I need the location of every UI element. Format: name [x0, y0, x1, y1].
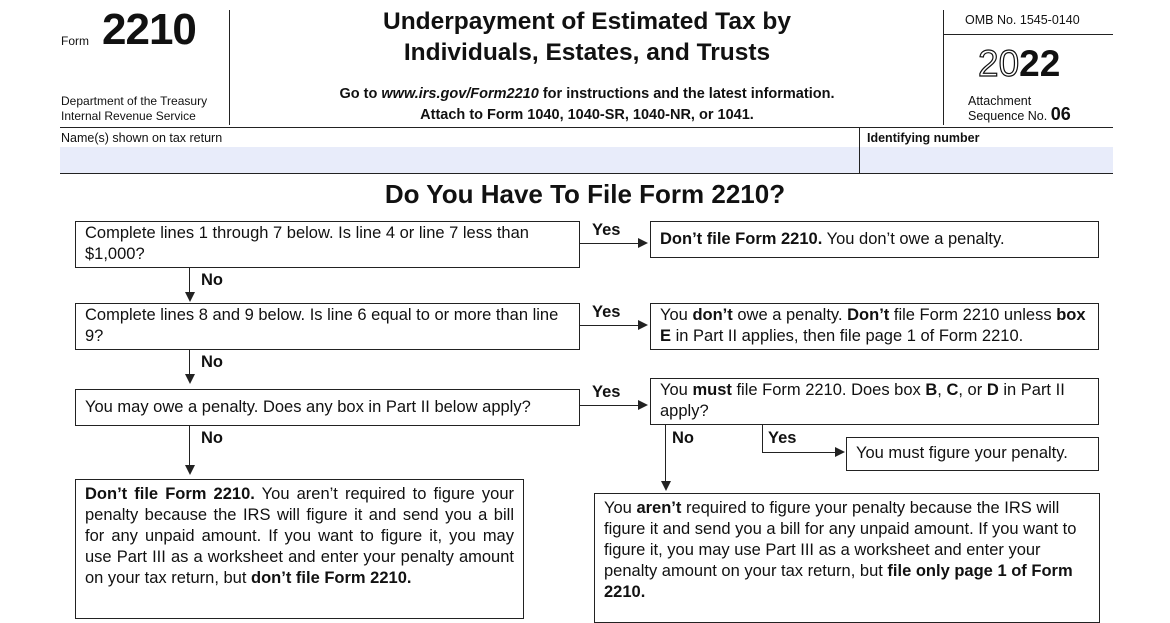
no-file-text: You aren’t required to figure your penalty because the IRS will figure it and send you a bill for any unpaid amount. If you want to figure it, you may use Part III as a worksheet and enter your penalty amount on your tax return, but — [85, 485, 514, 587]
goto-prefix: Go to — [339, 86, 382, 102]
result-3-box — [650, 378, 1099, 425]
file-page-1-text-c: required to figure your penalty because the IRS will figure it and send you a bill for any unpaid amount. If you want to figure it, you may use Part III as a worksheet and enter your penalty amount on your tax return, but — [604, 499, 1077, 580]
instructions-line — [231, 86, 943, 102]
id-field[interactable] — [860, 147, 1113, 173]
result-3-bold-h: D — [986, 381, 999, 399]
sequence-line — [968, 104, 1071, 125]
department-name: Department of the Treasury — [61, 94, 208, 108]
result-2-text-e: file Form 2210 unless — [889, 306, 1057, 324]
id-label: Identifying number — [867, 131, 980, 145]
omb-number: OMB No. 1545-0140 — [965, 13, 1080, 27]
sequence-label: Sequence No. — [968, 109, 1048, 123]
result-2-bold-d: Don’t — [847, 306, 890, 324]
question-1-box — [75, 221, 580, 268]
file-page-1-box — [594, 493, 1100, 623]
no-file-bold-end: don’t file Form 2210. — [251, 569, 412, 587]
q2-yes-line — [580, 325, 640, 326]
question-2-box — [75, 303, 580, 350]
form-title — [231, 6, 943, 68]
result-2-text-a: You — [660, 306, 693, 324]
header-divider-right — [943, 10, 944, 125]
sequence-number: 06 — [1050, 104, 1071, 124]
result-2-text-g: in Part II applies, then file page 1 of Form 2210. — [671, 327, 1024, 345]
result-1-bold: Don’t file Form 2210. — [660, 230, 823, 248]
r3-yes-line-down — [762, 425, 763, 453]
attach-line: Attach to Form 1040, 1040-SR, 1040-NR, or 1041. — [420, 107, 754, 123]
attachment-label: Attachment — [968, 94, 1032, 108]
q2-no-line — [189, 350, 190, 375]
result-3-text-i: in Part II apply? — [660, 381, 1065, 420]
question-1-text: Complete lines 1 through 7 below. Is line 4 or line 7 less than $1,000? — [85, 224, 529, 263]
r3-yes-line-across — [762, 452, 836, 453]
q1-yes-line — [580, 243, 640, 244]
r3-no-arrow — [661, 481, 671, 491]
result-3-text-g: , or — [958, 381, 987, 399]
r3-yes-arrow — [835, 447, 845, 457]
tax-year-prefix: 20 — [978, 43, 1020, 84]
q2-yes-arrow — [638, 320, 648, 330]
result-3-text-c: file Form 2210. Does box — [731, 381, 926, 399]
result-1-text: You don’t owe a penalty. — [822, 230, 1005, 248]
question-2-text: Complete lines 8 and 9 below. Is line 6 equal to or more than line 9? — [85, 306, 559, 345]
r3-no-label: No — [672, 429, 694, 447]
result-3-bold-f: C — [946, 381, 959, 399]
result-3-bold-b: must — [692, 381, 732, 399]
file-page-1-text-a: You — [604, 499, 637, 517]
form-number: 2210 — [102, 5, 196, 54]
q3-no-label: No — [201, 429, 223, 447]
omb-divider — [944, 34, 1113, 35]
flowchart-heading: Do You Have To File Form 2210? — [384, 179, 786, 209]
fields-bottom-rule — [60, 173, 1113, 174]
q3-yes-label: Yes — [592, 383, 621, 401]
result-3-bold-d: B — [925, 381, 938, 399]
q1-no-arrow — [185, 292, 195, 302]
irs-name: Internal Revenue Service — [61, 109, 196, 123]
q3-no-arrow — [185, 465, 195, 475]
q3-yes-arrow — [638, 400, 648, 410]
q1-yes-label: Yes — [592, 221, 621, 239]
result-4-text: You must figure your penalty. — [856, 444, 1068, 462]
goto-suffix: for instructions and the latest information. — [538, 86, 835, 102]
no-file-bold: Don’t file Form 2210. — [85, 485, 255, 503]
r3-no-line — [665, 425, 666, 482]
question-3-text: You may owe a penalty. Does any box in Part II below apply? — [85, 398, 531, 416]
result-3-text-a: You — [660, 381, 693, 399]
result-3-text-e: , — [937, 381, 947, 399]
no-file-box — [75, 479, 524, 619]
q3-yes-line — [580, 405, 640, 406]
result-2-text-c: owe a penalty. — [732, 306, 848, 324]
file-page-1-bold-d: file only page 1 of Form 2210. — [604, 562, 1073, 601]
title-line-1: Underpayment of Estimated Tax by — [383, 8, 791, 35]
tax-year — [978, 42, 1060, 86]
name-field[interactable] — [60, 147, 859, 173]
result-4-box — [846, 437, 1099, 471]
name-label: Name(s) shown on tax return — [61, 131, 223, 145]
form-label: Form — [61, 34, 89, 48]
title-line-2: Individuals, Estates, and Trusts — [403, 39, 771, 66]
result-2-bold-f: box E — [660, 306, 1086, 345]
irs-url-link[interactable]: www.irs.gov/Form2210 — [381, 86, 539, 102]
q1-no-label: No — [201, 271, 223, 289]
result-1-box — [650, 221, 1099, 258]
tax-year-suffix: 22 — [1019, 43, 1061, 84]
q1-yes-arrow — [638, 238, 648, 248]
q2-yes-label: Yes — [592, 303, 621, 321]
question-3-box — [75, 389, 580, 426]
result-2-bold-b: don’t — [692, 306, 733, 324]
q3-no-line — [189, 426, 190, 466]
q2-no-label: No — [201, 353, 223, 371]
result-2-box — [650, 303, 1099, 350]
r3-yes-label: Yes — [768, 429, 797, 447]
header-bottom-rule — [60, 127, 1113, 128]
q2-no-arrow — [185, 374, 195, 384]
file-page-1-bold-b: aren’t — [636, 499, 682, 517]
q1-no-line — [189, 268, 190, 293]
